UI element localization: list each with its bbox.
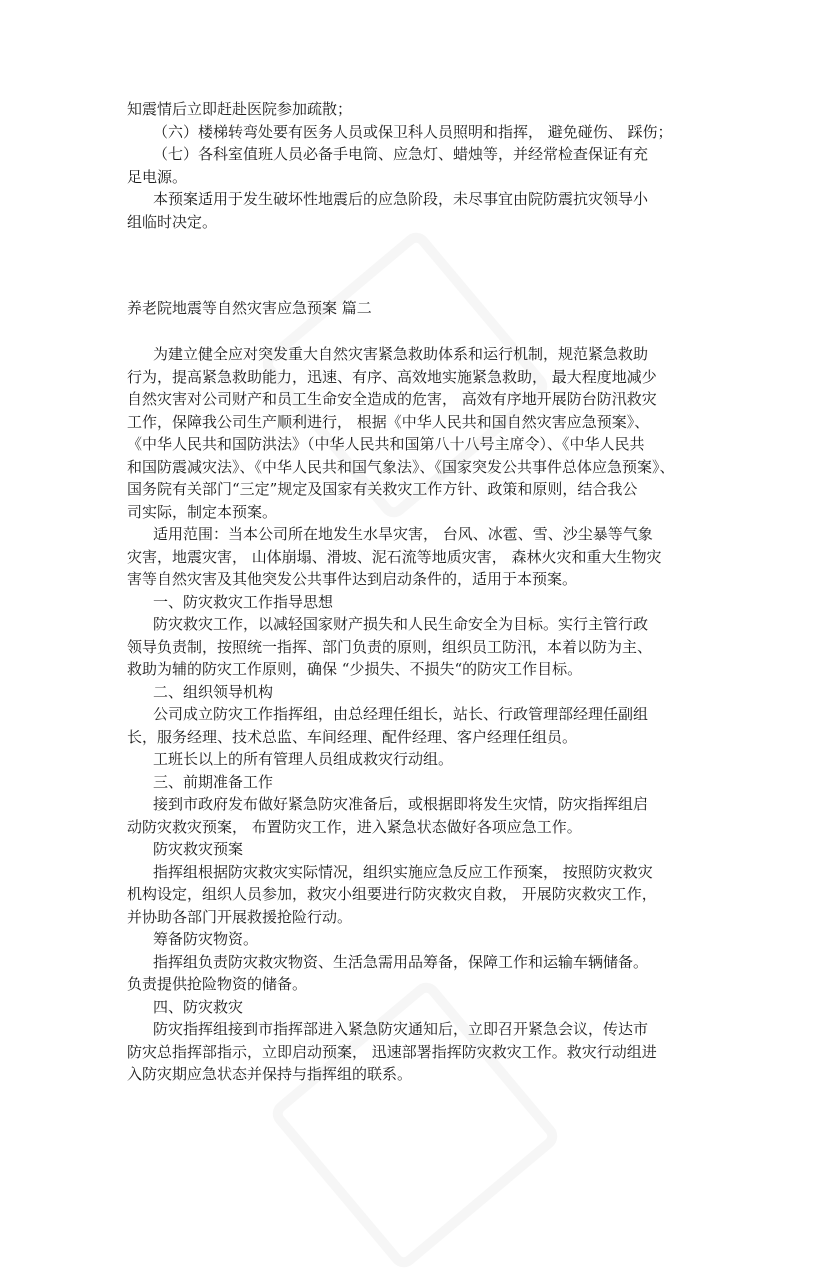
section-title: 养老院地震等自然灾害应急预案 篇二 xyxy=(127,299,372,317)
text-line: 司实际，制定本预案。 xyxy=(127,502,278,521)
text-line: 二、组织领导机构 xyxy=(153,682,274,701)
text-line: 工作，保障我公司生产顺利进行， 根据《中华人民共和国自然灾害应急预案》、 xyxy=(127,412,650,431)
text-line: 公司成立防灾工作指挥组，由总经理任组长，站长、行政管理部经理任副组 xyxy=(153,705,649,723)
text-line: 指挥组根据防灾救灾实际情况，组织实施应急反应工作预案， 按照防灾救灾 xyxy=(153,862,653,881)
text-line: 指挥组负责防灾救灾物资、生活急需用品筹备，保障工作和运输车辆储备。 xyxy=(153,952,649,971)
text-line: 《中华人民共和国防洪法》（中华人民共和国第八十八号主席令）、《中华人民共 xyxy=(127,435,645,453)
text-line: 工班长以上的所有管理人员组成救灾行动组。 xyxy=(153,750,454,768)
text-line: 为建立健全应对突发重大自然灾害紧急救助体系和运行机制，规范紧急救助 xyxy=(153,345,649,363)
text-line: 和国防震减灾法》、《中华人民共和国气象法》、《国家突发公共事件总体应急预案》、 xyxy=(127,457,675,476)
text-line: 入防灾期应急状态并保持与指挥组的联系。 xyxy=(127,1065,413,1083)
text-line: 防灾救灾工作，以减轻国家财产损失和人民生命安全为目标。实行主管行政 xyxy=(153,615,649,633)
text-line: 适用范围：当本公司所在地发生水旱灾害， 台风、冰雹、雪、沙尘暴等气象 xyxy=(153,525,653,543)
text-line: 一、防灾救灾工作指导思想 xyxy=(153,592,334,611)
text-line: 筹备防灾物资。 xyxy=(153,930,259,948)
top-text-block xyxy=(127,98,727,233)
text-line: 机构设定，组织人员参加，救灾小组要进行防灾救灾自救， 开展防灾救灾工作， xyxy=(127,885,657,903)
text-line: 足电源。 xyxy=(127,167,188,186)
text-line: 行为，提高紧急救助能力，迅速、有序、高效地实施紧急救助， 最大程度地减少 xyxy=(127,367,657,386)
text-line: 知震情后立即赶赴医院参加疏散； xyxy=(127,100,353,118)
text-line: 害等自然灾害及其他突发公共事件达到启动条件的，适用于本预案。 xyxy=(127,570,578,588)
text-line: 长，服务经理、技术总监、车间经理、配件经理、客户经理任组员。 xyxy=(127,727,578,746)
text-line: 负责提供抢险物资的储备。 xyxy=(127,975,308,993)
text-line: 灾害，地震灾害， 山体崩塌、滑坡、泥石流等地质灾害， 森林火灾和重大生物灾 xyxy=(127,547,662,566)
text-line: 动防灾救灾预案， 布置防灾工作，进入紧急状态做好各项应急工作。 xyxy=(127,817,582,836)
text-line: 并协助各部门开展救援抢险行动。 xyxy=(127,907,353,926)
text-line: 防灾指挥组接到市指挥部进入紧急防灾通知后，立即召开紧急会议，传达市 xyxy=(153,1020,649,1038)
text-line: （七）各科室值班人员必备手电筒、应急灯、蜡烛等，并经常检查保证有充 xyxy=(153,145,649,163)
text-line: 三、前期准备工作 xyxy=(153,772,274,791)
text-line: 防灾总指挥部指示，立即启动预案， 迅速部署指挥防灾救灾工作。救灾行动组进 xyxy=(127,1042,657,1061)
text-line: 组临时决定。 xyxy=(127,212,218,231)
text-line: 防灾救灾预案 xyxy=(153,840,244,858)
text-line: 本预案适用于发生破坏性地震后的应急阶段，未尽事宜由院防震抗灾领导小 xyxy=(153,190,649,208)
text-line: 领导负责制，按照统一指挥、部门负责的原则，组织员工防汛，本着以防为主、 xyxy=(127,637,653,656)
text-line: 自然灾害对公司财产和员工生命安全造成的危害， 高效有序地开展防台防汛救灾 xyxy=(127,390,657,408)
text-line: （六）楼梯转弯处要有医务人员或保卫科人员照明和指挥， 避免碰伤、 踩伤； xyxy=(153,122,673,141)
body-text-block xyxy=(127,343,727,1086)
text-line: 接到市政府发布做好紧急防灾准备后，或根据即将发生灾情，防灾指挥组启 xyxy=(153,795,649,813)
text-line: 救助为辅的防灾工作原则，确保 “少损失、不损失“的防灾工作目标。 xyxy=(127,660,583,678)
text-line: 国务院有关部门“三定”规定及国家有关救灾工作方针、政策和原则，结合我公 xyxy=(127,480,638,498)
text-line: 四、防灾救灾 xyxy=(153,997,244,1016)
